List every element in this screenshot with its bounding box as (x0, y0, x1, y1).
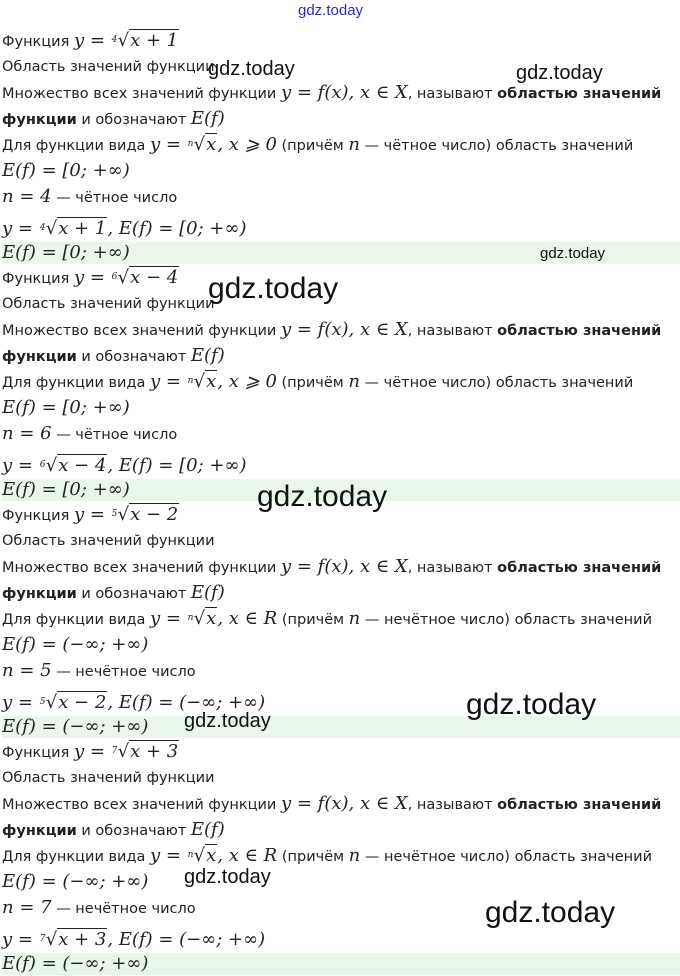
root-index: 7 (111, 746, 118, 756)
radical-icon: √ (117, 504, 130, 525)
rule-range-formula: E(f) = [0; +∞) (2, 160, 130, 181)
n-value: n = 6 (2, 423, 52, 444)
result-formula: y = 4 √x + 1, E(f) = [0; +∞) (2, 218, 247, 239)
rule-line (2, 371, 680, 393)
answer-formula: E(f) = (−∞; +∞) (2, 716, 149, 737)
function-line (2, 267, 680, 289)
range-title (2, 530, 680, 552)
root-index: 7 (39, 934, 46, 944)
result-formula: y = 7 √x + 3, E(f) = (−∞; +∞) (2, 929, 266, 950)
notation-formula: E(f) (190, 819, 225, 840)
function-label: Функция (2, 271, 70, 287)
radical-expression (111, 741, 180, 763)
radical-expression (111, 30, 180, 52)
result-range: E(f) = (−∞; +∞) (118, 929, 266, 950)
function-formula: y = 4 √x + 1 (73, 30, 179, 51)
radical-icon: √ (45, 455, 58, 476)
function-formula: y = 5 √x − 2 (73, 504, 179, 525)
definition-mid: , называют (407, 560, 493, 576)
answer-formula: E(f) = (−∞; +∞) (2, 953, 149, 974)
radical-icon: √ (117, 267, 130, 288)
function-formula: y = 6 √x − 4 (73, 267, 179, 288)
radicand: x − 4 (58, 455, 107, 476)
n-line (2, 660, 680, 682)
function-formula: y = 7 √x + 3 (73, 741, 179, 762)
definition-term: областью значений (497, 560, 662, 576)
radicand: x − 2 (130, 504, 179, 525)
n-parity: — чётное число (56, 190, 178, 206)
range-title-text: Область значений функции (2, 533, 215, 549)
rule-domain: x ∈ R (228, 845, 278, 866)
radicand: x − 4 (130, 267, 179, 288)
radical-expression (111, 267, 180, 289)
rule-line (2, 845, 680, 867)
rule-prefix: Для функции вида (2, 138, 146, 154)
range-title-text: Область значений функции (2, 59, 215, 75)
radicand: x − 2 (58, 692, 107, 713)
n-parity: — чётное число (56, 427, 178, 443)
rule-text: (причём (281, 849, 345, 865)
radicand: x + 3 (58, 929, 107, 950)
definition-term-cont: функции (2, 586, 77, 602)
definition-mid: , называют (407, 86, 493, 102)
definition-suffix: и обозначают (81, 823, 187, 839)
rule-parity: — чётное число) область значений (364, 375, 634, 391)
definition-text: Множество всех значений функции (2, 86, 277, 102)
n-symbol: n (348, 134, 360, 155)
radicand: x + 1 (130, 30, 179, 51)
watermark: gdz.today (485, 896, 616, 929)
root-index: 4 (111, 35, 118, 45)
root-index: 4 (39, 223, 46, 233)
definition-line-2 (2, 819, 680, 841)
rule-formula: y = n √x, x ∈ R (149, 845, 278, 866)
n-line (2, 423, 680, 445)
definition-term-cont: функции (2, 112, 77, 128)
definition-text: Множество всех значений функции (2, 560, 277, 576)
rule-formula: y = n √x, x ⩾ 0 (149, 134, 277, 155)
notation-formula: E(f) (190, 345, 225, 366)
radical-icon: √ (45, 692, 58, 713)
rule-text: (причём (281, 138, 344, 154)
definition-line-2 (2, 345, 680, 367)
function-label: Функция (2, 508, 70, 524)
definition-term-cont: функции (2, 823, 77, 839)
radical-icon: √ (45, 929, 58, 950)
watermark: gdz.today (184, 866, 271, 888)
n-value: n = 7 (2, 897, 52, 918)
n-parity: — нечётное число (56, 664, 196, 680)
rule-parity: — нечётное число) область значений (364, 612, 653, 628)
answer-formula: E(f) = [0; +∞) (2, 242, 130, 263)
result-line (2, 929, 680, 951)
radical-icon: √ (117, 741, 130, 762)
rule-range (2, 871, 680, 893)
definition-line (2, 82, 680, 104)
definition-mid: , называют (407, 797, 493, 813)
definition-line (2, 319, 680, 341)
rule-line (2, 134, 680, 156)
rule-range (2, 397, 680, 419)
range-title (2, 767, 680, 789)
watermark: gdz.today (208, 58, 295, 80)
rule-parity: — нечётное число) область значений (364, 849, 653, 865)
rule-prefix: Для функции вида (2, 849, 146, 865)
answer-line (2, 953, 680, 975)
rule-range-formula: E(f) = [0; +∞) (2, 397, 130, 418)
radicand: x + 1 (58, 218, 107, 239)
watermark: gdz.today (466, 688, 597, 721)
rule-text: (причём (281, 375, 344, 391)
rule-parity: — чётное число) область значений (364, 138, 634, 154)
definition-term-cont: функции (2, 349, 77, 365)
definition-line-2 (2, 108, 680, 130)
rule-prefix: Для функции вида (2, 612, 146, 628)
definition-formula: y = f(x), x ∈ X (280, 82, 408, 103)
radical-expression (111, 504, 180, 526)
result-line (2, 218, 680, 240)
result-line (2, 455, 680, 477)
rule-text: (причём (281, 612, 345, 628)
definition-formula: y = f(x), x ∈ X (280, 319, 408, 340)
n-symbol: n (348, 371, 360, 392)
radical-expression (39, 455, 108, 477)
definition-line (2, 556, 680, 578)
result-range: E(f) = [0; +∞) (118, 218, 247, 239)
watermark: gdz.today (516, 62, 603, 84)
root-index: 5 (39, 697, 46, 707)
definition-formula: y = f(x), x ∈ X (280, 793, 408, 814)
n-value: n = 5 (2, 660, 52, 681)
definition-term: областью значений (497, 323, 662, 339)
definition-term: областью значений (497, 86, 662, 102)
function-line (2, 30, 680, 52)
result-range: E(f) = [0; +∞) (118, 455, 247, 476)
rule-formula: y = n √x, x ⩾ 0 (149, 371, 277, 392)
definition-line-2 (2, 582, 680, 604)
n-parity: — нечётное число (56, 901, 196, 917)
range-title-text: Область значений функции (2, 770, 215, 786)
range-title (2, 293, 680, 315)
radicand: x + 3 (130, 741, 179, 762)
result-formula: y = 6 √x − 4, E(f) = [0; +∞) (2, 455, 247, 476)
n-symbol: n (348, 608, 361, 629)
watermark: gdz.today (208, 272, 339, 305)
definition-suffix: и обозначают (81, 349, 187, 365)
rule-range-formula: E(f) = (−∞; +∞) (2, 871, 149, 892)
rule-formula: y = n √x, x ∈ R (149, 608, 278, 629)
watermark: gdz.today (257, 480, 388, 513)
radical-icon: √ (117, 30, 130, 51)
answer-formula: E(f) = [0; +∞) (2, 479, 130, 500)
rule-domain: x ⩾ 0 (228, 371, 277, 392)
result-formula: y = 5 √x − 2, E(f) = (−∞; +∞) (2, 692, 266, 713)
n-line (2, 186, 680, 208)
root-index: 6 (39, 460, 46, 470)
rule-range (2, 160, 680, 182)
function-label: Функция (2, 34, 70, 50)
function-line (2, 741, 680, 763)
definition-text: Множество всех значений функции (2, 797, 277, 813)
rule-prefix: Для функции вида (2, 375, 146, 391)
function-label: Функция (2, 745, 70, 761)
root-index: 5 (111, 509, 118, 519)
rule-domain: x ∈ R (228, 608, 278, 629)
radical-expression (39, 929, 108, 951)
rule-range-formula: E(f) = (−∞; +∞) (2, 634, 149, 655)
radical-icon: √ (45, 218, 58, 239)
notation-formula: E(f) (190, 582, 225, 603)
n-value: n = 4 (2, 186, 52, 207)
notation-formula: E(f) (190, 108, 225, 129)
definition-suffix: и обозначают (81, 586, 187, 602)
definition-text: Множество всех значений функции (2, 323, 277, 339)
watermark: gdz.today (540, 245, 606, 262)
definition-line (2, 793, 680, 815)
result-range: E(f) = (−∞; +∞) (118, 692, 266, 713)
definition-term: областью значений (497, 797, 662, 813)
n-symbol: n (348, 845, 361, 866)
radical-expression (39, 692, 108, 714)
range-title-text: Область значений функции (2, 296, 215, 312)
watermark: gdz.today (184, 710, 271, 732)
watermark-top: gdz.today (298, 2, 364, 19)
rule-domain: x ⩾ 0 (228, 134, 277, 155)
radical-expression (39, 218, 108, 240)
rule-range (2, 634, 680, 656)
definition-suffix: и обозначают (81, 112, 187, 128)
root-index: 6 (111, 272, 118, 282)
rule-line (2, 608, 680, 630)
definition-formula: y = f(x), x ∈ X (280, 556, 408, 577)
definition-mid: , называют (407, 323, 493, 339)
